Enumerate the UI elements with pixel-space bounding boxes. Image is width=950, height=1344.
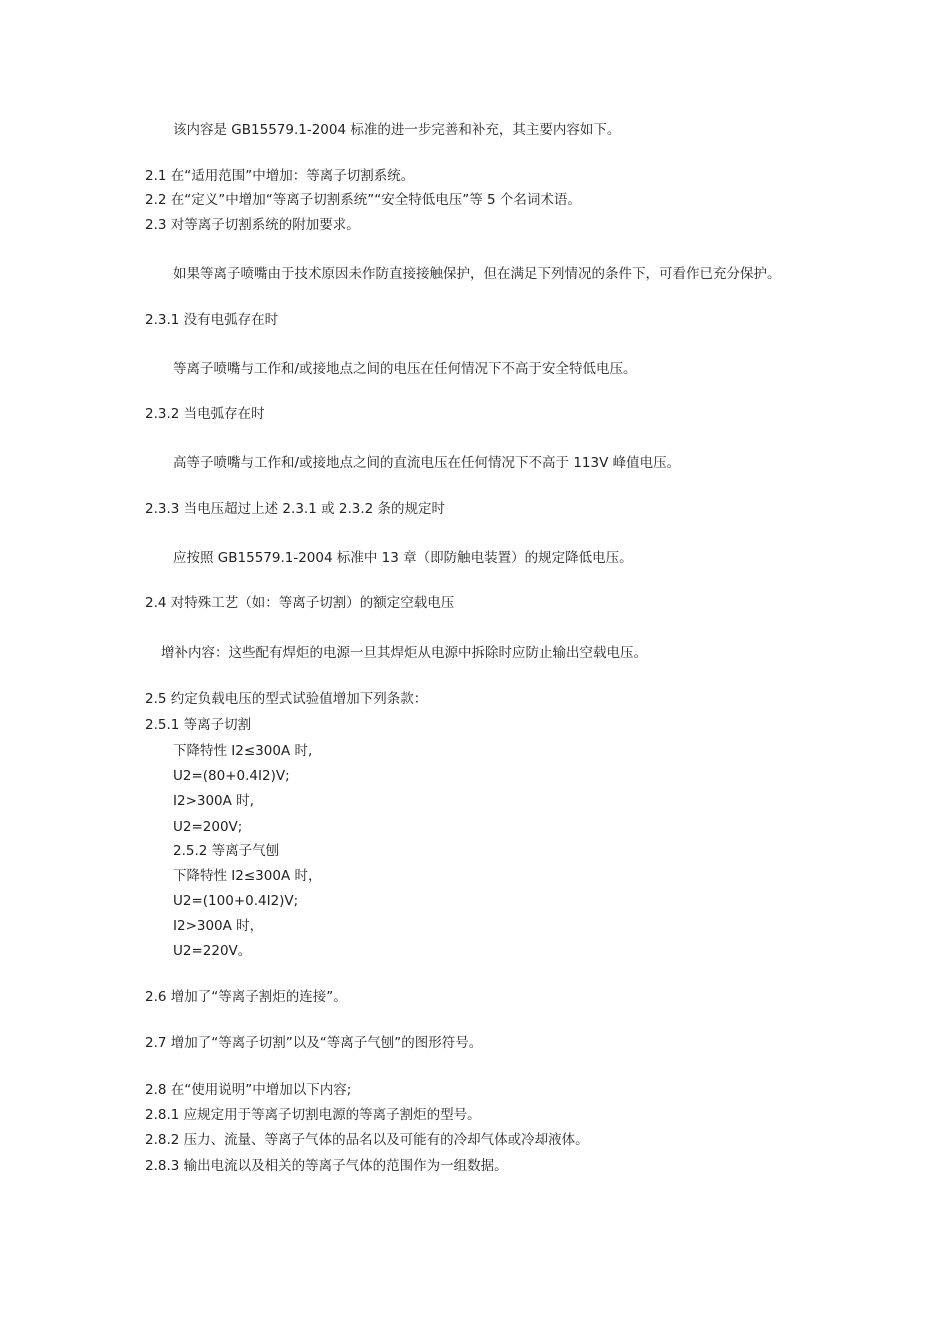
- section-2-2: 2.2 在“定义”中增加“等离子切割系统”“安全特低电压”等 5 个名词术语。: [145, 192, 581, 208]
- section-2-3-paragraph: 如果等离子喷嘴由于技术原因未作防直接接触保护，但在满足下列情况的条件下，可看作已充分保护。: [173, 266, 781, 282]
- gouge-formula-line: U2=(100+0.4I2)V;: [173, 893, 299, 909]
- section-2-5-1: 2.5.1 等离子切割: [145, 717, 252, 733]
- section-2-8-3: 2.8.3 输出电流以及相关的等离子气体的范围作为一组数据。: [145, 1158, 508, 1174]
- section-2-3-2: 2.3.2 当电弧存在时: [145, 406, 265, 422]
- section-2-8-2: 2.8.2 压力、流量、等离子气体的品名以及可能有的冷却气体或冷却液体。: [145, 1132, 589, 1148]
- section-2-8-1: 2.8.1 应规定用于等离子切割电源的等离子割炬的型号。: [145, 1107, 481, 1123]
- section-2-3-1-paragraph: 等离子喷嘴与工作和/或接地点之间的电压在任何情况下不高于安全特低电压。: [173, 361, 637, 377]
- section-2-3-3: 2.3.3 当电压超过上述 2.3.1 或 2.3.2 条的规定时: [145, 501, 446, 517]
- section-2-8: 2.8 在“使用说明”中增加以下内容;: [145, 1082, 352, 1098]
- section-2-3: 2.3 对等离子切割系统的附加要求。: [145, 217, 360, 233]
- section-2-3-1: 2.3.1 没有电弧存在时: [145, 312, 279, 328]
- intro-paragraph: 该内容是 GB15579.1-2004 标准的进一步完善和补充，其主要内容如下。: [173, 122, 621, 138]
- cut-formula-line: U2=(80+0.4I2)V;: [173, 768, 290, 784]
- cut-formula-line: 下降特性 I2≤300A 时,: [173, 743, 313, 759]
- gouge-formula-line: I2>300A 时，: [173, 918, 264, 934]
- cut-formula-line: U2=200V;: [173, 819, 243, 835]
- gouge-formula-line: 下降特性 I2≤300A 时，: [173, 868, 322, 884]
- section-2-3-2-paragraph: 高等子喷嘴与工作和/或接地点之间的直流电压在任何情况下不高于 113V 峰值电压。: [173, 455, 681, 471]
- section-2-5-2: 2.5.2 等离子气刨: [173, 843, 280, 859]
- section-2-3-3-paragraph: 应按照 GB15579.1-2004 标准中 13 章（即防触电装置）的规定降低电压。: [173, 550, 633, 566]
- section-2-4: 2.4 对特殊工艺（如：等离子切割）的额定空载电压: [145, 595, 455, 611]
- section-2-4-paragraph: 增补内容：这些配有焊炬的电源一旦其焊炬从电源中拆除时应防止输出空载电压。: [161, 645, 647, 661]
- section-2-1: 2.1 在“适用范围”中增加：等离子切割系统。: [145, 168, 415, 184]
- cut-formula-line: I2>300A 时,: [173, 793, 254, 809]
- gouge-formula-line: U2=220V。: [173, 943, 252, 959]
- section-2-6: 2.6 增加了“等离子割炬的连接”。: [145, 989, 347, 1005]
- section-2-7: 2.7 增加了“等离子切割”以及“等离子气刨”的图形符号。: [145, 1035, 483, 1051]
- section-2-5: 2.5 约定负载电压的型式试验值增加下列条款：: [145, 691, 428, 707]
